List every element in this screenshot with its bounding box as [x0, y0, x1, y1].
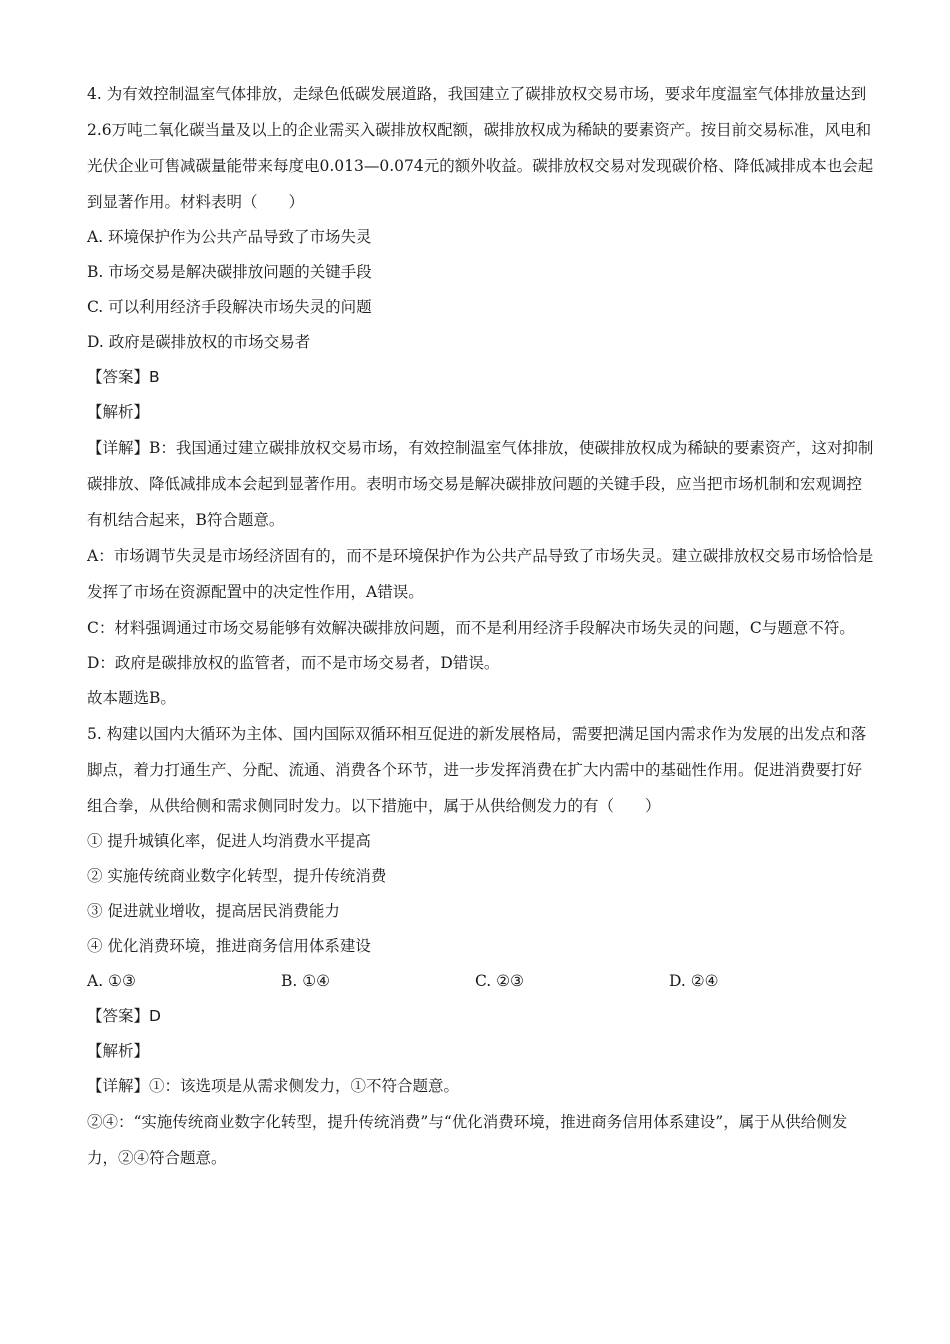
- q5-choice-b: B. ①④: [281, 972, 331, 990]
- q5-item-2: ② 实施传统商业数字化转型，提升传统消费: [87, 867, 387, 885]
- q5-detail: 【详解】①：该选项是从需求侧发力，①不符合题意。: [87, 1077, 460, 1095]
- q5-analysis-label: 【解析】: [87, 1042, 150, 1060]
- q4-note-c: C：材料强调通过市场交易能够有效解决碳排放问题，而不是利用经济手段解决市场失灵的问题，C与题意不符。: [87, 619, 855, 637]
- q4-note-d: D：政府是碳排放权的监管者，而不是市场交易者，D错误。: [87, 654, 500, 672]
- q4-option-a: A. 环境保护作为公共产品导致了市场失灵: [87, 228, 372, 246]
- document-page: [87, 76, 877, 1176]
- q5-item-4: ④ 优化消费环境，推进商务信用体系建设: [87, 937, 371, 955]
- q4-analysis-label: 【解析】: [87, 403, 150, 421]
- q4-option-b: B. 市场交易是解决碳排放问题的关键手段: [87, 263, 372, 281]
- q4-answer: 【答案】B: [87, 368, 160, 386]
- q5-note-24: ②④：“实施传统商业数字化转型，提升传统消费”与“优化消费环境，推进商务信用体系建设”，属于从供给侧发力，②④符合题意。: [87, 1113, 848, 1167]
- q5-item-1: ① 提升城镇化率，促进人均消费水平提高: [87, 832, 371, 850]
- q4-option-d: D. 政府是碳排放权的市场交易者: [87, 333, 311, 351]
- q4-note-a: A：市场调节失灵是市场经济固有的，而不是环境保护作为公共产品导致了市场失灵。建立碳排放权交易市场恰恰是发挥了市场在资源配置中的决定性作用，A错误。: [87, 547, 874, 601]
- q5-choice-d: D. ②④: [669, 972, 719, 990]
- q4-conclusion: 故本题选B。: [87, 689, 176, 707]
- q5-choices: [87, 964, 877, 999]
- q4-option-c: C. 可以利用经济手段解决市场失灵的问题: [87, 298, 372, 316]
- question-5-stem: 5. 构建以国内大循环为主体、国内国际双循环相互促进的新发展格局，需要把满足国内需求作为发展的出发点和落脚点，着力打通生产、分配、流通、消费各个环节，进一步发挥消费在扩大内需中的基础性作用。促进消费要打好组合拳，从供给侧和需求侧同时发力。以下措施中，属于从供给侧发力的有（ ）: [87, 725, 867, 815]
- question-4-stem: 4. 为有效控制温室气体排放，走绿色低碳发展道路，我国建立了碳排放权交易市场，要求年度温室气体排放量达到2.6万吨二氧化碳当量及以上的企业需买入碳排放权配额，碳排放权成为稀缺的要素资产。按目前交易标准，风电和光伏企业可售减碳量能带来每度电0.013—0.074元的额外收益。碳排放权交易对发现碳价格、降低减排成本也会起到显著作用。材料表明（ ）: [87, 85, 874, 211]
- q5-answer: 【答案】D: [87, 1007, 161, 1025]
- q4-detail: 【详解】B：我国通过建立碳排放权交易市场，有效控制温室气体排放，使碳排放权成为稀缺的要素资产，这对抑制碳排放、降低减排成本会起到显著作用。表明市场交易是解决碳排放问题的关键手段，应当把市场机制和宏观调控有机结合起来，B符合题意。: [87, 439, 874, 529]
- q5-item-3: ③ 促进就业增收，提高居民消费能力: [87, 902, 340, 920]
- q5-choice-a: A. ①③: [87, 972, 136, 990]
- q5-choice-c: C. ②③: [475, 972, 524, 990]
